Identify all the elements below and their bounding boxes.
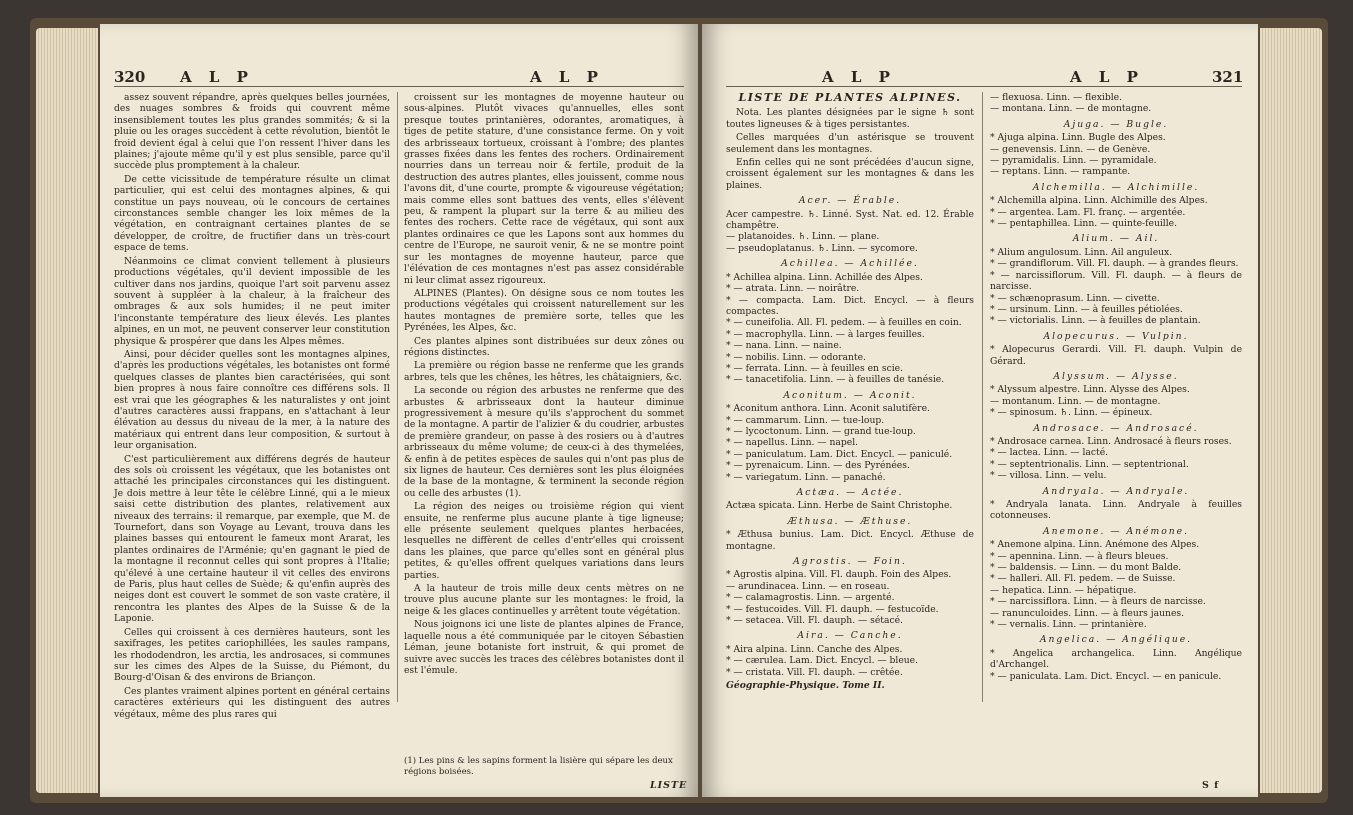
species-entry: — flexuosa. Linn. — flexible.	[990, 92, 1123, 103]
running-head-left-1: A L P	[180, 68, 254, 86]
species-entry: * Androsace carnea. Linn. Androsacé à fleurs roses.	[990, 435, 1232, 447]
genus-heading: Actæa. — Actée.	[796, 487, 904, 498]
species-entry: * — cristata. Vill. Fl. dauph. — crêtée.	[726, 666, 903, 678]
header-rule-right	[726, 86, 1242, 87]
running-head-right-1: A L P	[822, 68, 896, 86]
paragraph: La seconde ou région des arbustes ne renferme que des arbustes & arbrisseaux dont la hauteur diminue progressivement à mesure qu'ils s'approchent du sommet de la montagne. A partir de l'alizier & du coudrier, arbustes de première grandeur, on passe à des rosiers ou à d'autres arbrisseaux du même volume; de ceux-ci à des thymelées, & enfin à de petites espèces de saules qui n'ont pas plus de six lignes de hauteur. Ces dernières sont les plus éloignées de la base de la montagne, & terminent la seconde région ou celle des arbustes (1).	[404, 385, 684, 499]
species-entry: * — villosa. Linn. — velu.	[990, 470, 1107, 482]
species-entry: * Angelica archangelica. Linn. Angélique d'Archangel.	[990, 647, 1242, 671]
right-page	[702, 24, 1258, 797]
species-entry: * — septentrionalis. Linn. — septentrional.	[990, 458, 1189, 470]
species-entry: * Aconitum anthora. Linn. Aconit salutifère.	[726, 403, 930, 415]
paragraph: assez souvent répandre, après quelques belles journées, des nuages sombres & froids qui couvrent même insensiblement toutes les plus grandes sommités; & si la pluie ou les orages succèdent à cette révolution, bientôt le froid devient égal à celui que l'on ressent l'hiver dans les plaines; j'ajoute même qu'il y est plus sensible, parce qu'il succède plus promptement à la chaleur.	[114, 92, 390, 172]
species-entry: — montanum. Linn. — de montagne.	[990, 395, 1161, 407]
genus-heading: Alopecurus. — Vulpin.	[1043, 330, 1189, 342]
species-entry: * — spinosum. ♄. Linn. — épineux.	[990, 407, 1153, 419]
species-entry: * Anemone alpina. Linn. Anémone des Alpes.	[990, 539, 1200, 551]
species-entry: * — pentaphillea. Linn. — quinte-feuille.	[990, 218, 1178, 230]
paragraph: ALPINES (Plantes). On désigne sous ce nom toutes les productions végétales qui croissent naturellement sur les hautes montagnes de première sorte, telles que les Pyrénées, les Alpes, &c.	[404, 287, 684, 334]
genus-heading: Achillea. — Achillée.	[781, 258, 919, 270]
note-paragraph: Nota. Les plantes désignées par le signe ♄ sont toutes ligneuses & à tiges persistantes.	[726, 107, 974, 130]
signature-mark: S f	[1202, 780, 1220, 791]
paragraph: Celles qui croissent à ces dernières hauteurs, sont les saxifrages, les petites cariophillées, les saules rampans, les rhododendron, les arctia, les androsaces, si communes sur les cimes des Alpes de la Suisse, du Piémont, du Bourg-d'Oisan & des environs de Briançon.	[114, 626, 390, 684]
species-entry: — genevensis. Linn. — de Genève.	[990, 143, 1151, 155]
species-entry: * — apennina. Linn. — à fleurs bleues.	[990, 550, 1169, 562]
species-entry: * — ursinum. Linn. — à feuilles pétiolées.	[990, 303, 1183, 315]
species-entry: * — nobilis. Linn. — odorante.	[726, 351, 866, 363]
species-entry: * — setacea. Vill. Fl. dauph. — sétacé.	[726, 615, 903, 627]
paragraph: A la hauteur de trois mille deux cents mètres on ne trouve plus aucune plante sur les montagnes: le froid, la neige & les glaces continuelles y arrêtent toute végétation.	[404, 583, 684, 617]
paragraph: La première ou région basse ne renferme que les grands arbres, tels que les chênes, les hêtres, les châtaigniers, &c.	[404, 360, 684, 383]
page-edges-right	[1260, 28, 1322, 793]
species-entry: * Alyssum alpestre. Linn. Alysse des Alpes.	[990, 384, 1190, 396]
catchword: LISTE	[650, 780, 688, 791]
paragraph: La région des neiges ou troisième région qui vient ensuite, ne renferme plus aucune plante à tige ligneuse; elle présente seulement quelques plantes herbacées, lesquelles ne diffèrent de celles d'entr'elles qui croissent dans les plaines, que parce qu'elles sont en général plus petites, & qu'elles offrent quelques variations dans leurs parties.	[404, 501, 684, 581]
species-entry: * — lycoctonum. Linn. — grand tue-loup.	[726, 425, 916, 437]
species-entry: * — victorialis. Linn. — à feuilles de plantain.	[990, 315, 1201, 327]
genus-heading: Anemone. — Anémone.	[1042, 525, 1190, 537]
species-entry: * — pyrenaicum. Linn. — des Pyrénées.	[726, 460, 910, 472]
genus-heading: Alium. — Ail.	[1072, 233, 1160, 245]
page-number-right: 321	[1212, 68, 1244, 86]
species-entry: * — narcissiflora. Linn. — à fleurs de narcisse.	[990, 596, 1206, 608]
genus-heading: Æthusa. — Æthuse.	[787, 515, 913, 527]
species-entry: * — napellus. Linn. — napel.	[726, 437, 859, 449]
paragraph: De cette vicissitude de température résulte un climat particulier, qui est celui des montagnes alpines, & qui constitue un pays nouveau, où le concours de certaines circonstances semble changer les loix mêmes de la végétation, en contraignant certaines plantes de se développer, de croître, de fructifier dans un très-court espace de tems.	[114, 173, 390, 254]
page-number-left: 320	[114, 68, 146, 86]
species-entry: — platanoides. ♄. Linn. — plane.	[726, 231, 880, 243]
page-edges-left	[36, 28, 98, 793]
species-entry: * — atrata. Linn. — noirâtre.	[726, 283, 860, 295]
left-page-column-2	[404, 92, 684, 678]
species-entry: * — narcissiflorum. Vill. Fl. dauph. — à fleurs de narcisse.	[990, 269, 1242, 293]
species-entry: * — cuneifolia. All. Fl. pedem. — à feuilles en coin.	[726, 317, 962, 329]
column-divider-right	[982, 92, 983, 702]
species-entry: * — baldensis. — Linn. — du mont Balde.	[990, 562, 1182, 574]
paragraph: Ainsi, pour décider quelles sont les montagnes alpines, d'après les productions végétales, les botanistes ont formé quelques classes de plantes bien caractérisées, qui sont bien propres à nous faire connoître ces différens sols. Il est vrai que les géographes & les naturalistes y ont joint d'autres caractères aussi frappans, en s'attachant à leur élévation au dessus du niveau de la mer, à la nature des matériaux qui entrent dans leur composition, & surtout à leur organisation.	[114, 348, 390, 452]
running-head-left-2: A L P	[530, 68, 604, 86]
species-entry: * Alium angulosum. Linn. Ail anguleux.	[990, 246, 1173, 258]
species-entry: — pyramidalis. Linn. — pyramidale.	[990, 155, 1157, 167]
genus-heading: Angelica. — Angélique.	[1039, 634, 1193, 646]
genus-heading: Acer. — Érable.	[798, 195, 902, 207]
species-entry: * — macrophylla. Linn. — à larges feuilles.	[726, 328, 925, 340]
paragraph: Nous joignons ici une liste de plantes alpines de France, laquelle nous a été communiquée par le citoyen Sébastien Léman, jeune botaniste fort instruit, & qui promet de suivre avec succès les traces des célèbres botanistes dont il est l'émule.	[404, 619, 684, 676]
species-entry: — ranunculoides. Linn. — à fleurs jaunes.	[990, 607, 1185, 619]
species-entry: * — cærulea. Lam. Dict. Encycl. — bleue.	[726, 655, 919, 667]
species-entry: * Alopecurus Gerardi. Vill. Fl. dauph. Vulpin de Gérard.	[990, 344, 1242, 367]
species-entry: Actæa spicata. Linn. Herbe de Saint Christophe.	[726, 500, 953, 512]
species-entry: * Aira alpina. Linn. Canche des Alpes.	[726, 643, 903, 655]
species-entry: * Ajuga alpina. Linn. Bugle des Alpes.	[990, 132, 1166, 144]
species-entry: * — ferrata. Linn. — à feuilles en scie.	[726, 362, 904, 374]
species-entry: * — vernalis. Linn. — printanière.	[990, 619, 1147, 631]
list-title: LISTE DE PLANTES ALPINES.	[738, 91, 962, 104]
species-entry: * Æthusa bunius. Lam. Dict. Encycl. Æthuse de montagne.	[726, 529, 974, 552]
genus-heading: Alchemilla. — Alchimille.	[1032, 181, 1200, 193]
species-entry: * — grandiflorum. Vill. Fl. dauph. — à grandes fleurs.	[990, 258, 1239, 270]
paragraph: croissent sur les montagnes de moyenne hauteur ou sous-alpines. Plutôt vivaces qu'annuelles, elles sont presque toutes printanières, odorantes, aromatiques, à tiges de petite stature, d'une consistance ferme. On y voit des arbrisseaux tortueux, croissant à l'ombre; des plantes grasses fixées dans les fentes des rochers. Ordinairement nourries dans un terreau noir & fertile, produit de la destruction des autres plantes, elles jouissent, comme nous l'avons dit, d'une courte, prompte & vigoureuse végétation; mais comme elles sont battues des vents, elles s'élèvent peu, & rampent la plupart sur la terre & au milieu des fentes des rochers. Cette race de végétaux, qui sont aux plantes ordinaires ce que les Lapons sont aux hommes du centre de l'Europe, ne sauroit venir, & ne se montre point sur les montagnes de moyenne hauteur, parce que l'élévation de ces montagnes n'est pas assez considérable ni leur climat assez rigoureux.	[404, 92, 684, 286]
left-page-column-1	[114, 92, 390, 722]
genus-heading: Agrostis. — Foin.	[793, 556, 907, 568]
species-entry: — pseudoplatanus. ♄. Linn. — sycomore.	[726, 242, 918, 254]
species-entry: * — argentea. Lam. Fl. franç. — argentée.	[990, 206, 1186, 218]
species-entry: * — schænoprasum. Linn. — civette.	[990, 292, 1160, 304]
genus-heading: Ajuga. — Bugle.	[1063, 118, 1169, 130]
species-entry: * — tanacetifolia. Linn. — à feuilles de tanésie.	[726, 374, 945, 386]
genus-heading: Andryala. — Andryale.	[1042, 485, 1190, 497]
species-entry: * — paniculatum. Lam. Dict. Encycl. — paniculé.	[726, 448, 953, 460]
genus-heading: Alyssum. — Alysse.	[1053, 370, 1179, 382]
right-page-column-2	[990, 92, 1242, 682]
volume-footer: Géographie-Physique. Tome II.	[726, 680, 885, 692]
genus-heading: Androsace. — Androsacé.	[1033, 422, 1199, 434]
species-entry: * — cammarum. Linn. — tue-loup.	[726, 414, 885, 426]
species-entry: * — festucoides. Vill. Fl. dauph. — festucoïde.	[726, 603, 939, 615]
species-entry: * — variegatum. Linn. — panaché.	[726, 471, 886, 483]
footnote: (1) Les pins & les sapins forment la lisière qui sépare les deux régions boisées.	[404, 756, 673, 777]
species-entry: * — halleri. All. Fl. pedem. — de Suisse.	[990, 573, 1176, 585]
species-entry: — hepatica. Linn. — hépatique.	[990, 584, 1137, 596]
genus-heading: Aconitum. — Aconit.	[783, 389, 917, 401]
genus-heading: Aira. — Canche.	[797, 630, 903, 642]
column-divider-left	[397, 92, 398, 702]
species-entry: * — calamagrostis. Linn. — argenté.	[726, 592, 895, 604]
species-entry: * — lactea. Linn. — lacté.	[990, 447, 1109, 459]
left-page	[100, 24, 698, 797]
note-paragraph: Celles marquées d'un astérisque se trouvent seulement dans les montagnes.	[726, 132, 974, 155]
book	[30, 18, 1328, 803]
species-entry: * Achillea alpina. Linn. Achillée des Alpes.	[726, 271, 923, 283]
species-entry: * Andryala lanata. Linn. Andryale à feuilles cotonneuses.	[990, 499, 1242, 522]
species-entry: Acer campestre. ♄. Linné. Syst. Nat. ed. 12. Érable champêtre.	[726, 208, 974, 232]
species-entry: — arundinacea. Linn. — en roseau.	[726, 580, 890, 592]
species-entry: — reptans. Linn. — rampante.	[990, 166, 1131, 178]
right-page-column-1	[726, 92, 974, 692]
paragraph: Ces plantes alpines sont distribuées sur deux zônes ou régions distinctes.	[404, 335, 684, 358]
species-entry: * Alchemilla alpina. Linn. Alchimille des Alpes.	[990, 195, 1208, 207]
running-head-right-2: A L P	[1070, 68, 1144, 86]
header-rule-left	[114, 86, 684, 87]
species-entry: * Agrostis alpina. Vill. Fl. dauph. Foin des Alpes.	[726, 569, 952, 581]
species-entry: * — nana. Linn. — naine.	[726, 340, 842, 352]
species-entry: * — paniculata. Lam. Dict. Encycl. — en panicule.	[990, 670, 1222, 682]
note-paragraph: Enfin celles qui ne sont précédées d'aucun signe, croissent également sur les montagnes & dans les plaines.	[726, 157, 974, 191]
species-entry: * — compacta. Lam. Dict. Encycl. — à fleurs compactes.	[726, 294, 974, 317]
paragraph: Ces plantes vraiment alpines portent en général certains caractères extérieurs qui les distinguent des autres végétaux, même des plus rares qui	[114, 685, 390, 720]
paragraph: Néanmoins ce climat convient tellement à plusieurs productions végétales, qu'il devient impossible de les cultiver dans nos jardins, quoique l'art soit parvenu assez souvent à suppléer à la chaleur, à la fraîcheur des ombrages & aux sols humides; il ne peut imiter l'inconstante température des lieux élevés. Les plantes alpines, en un mot, ne peuvent conserver leur constitution physique & prospérer que dans les Alpes mêmes.	[114, 255, 390, 347]
paragraph: C'est particulièrement aux différens degrés de hauteur des sols où croissent les végétaux, que les botanistes ont attaché les principales circonstances qui les distinguent. Je dois mettre à leur tête le célèbre Linné, qui a le mieux saisi cette distribution des plantes, relativement aux niveaux des terrains: il remarque, par exemple, que M. de Tournefort, dans son Voyage au Levant, trouva dans les plaines basses qui entourent le fameux mont Ararat, les plantes ordinaires de l'Arménie; qu'en gagnant le pied de la montagne il reconnut celles qui sont propres à l'Italie; qu'élevé à une certaine hauteur il vit celles des environs de Paris, plus haut celles de Suède; & qu'enfin auprès des neiges dont est couvert le sommet de son vaste cratère, il rencontra les plantes des Alpes de la Suisse & de la Laponie.	[114, 453, 390, 625]
species-entry: — montana. Linn. — de montagne.	[990, 103, 1152, 115]
